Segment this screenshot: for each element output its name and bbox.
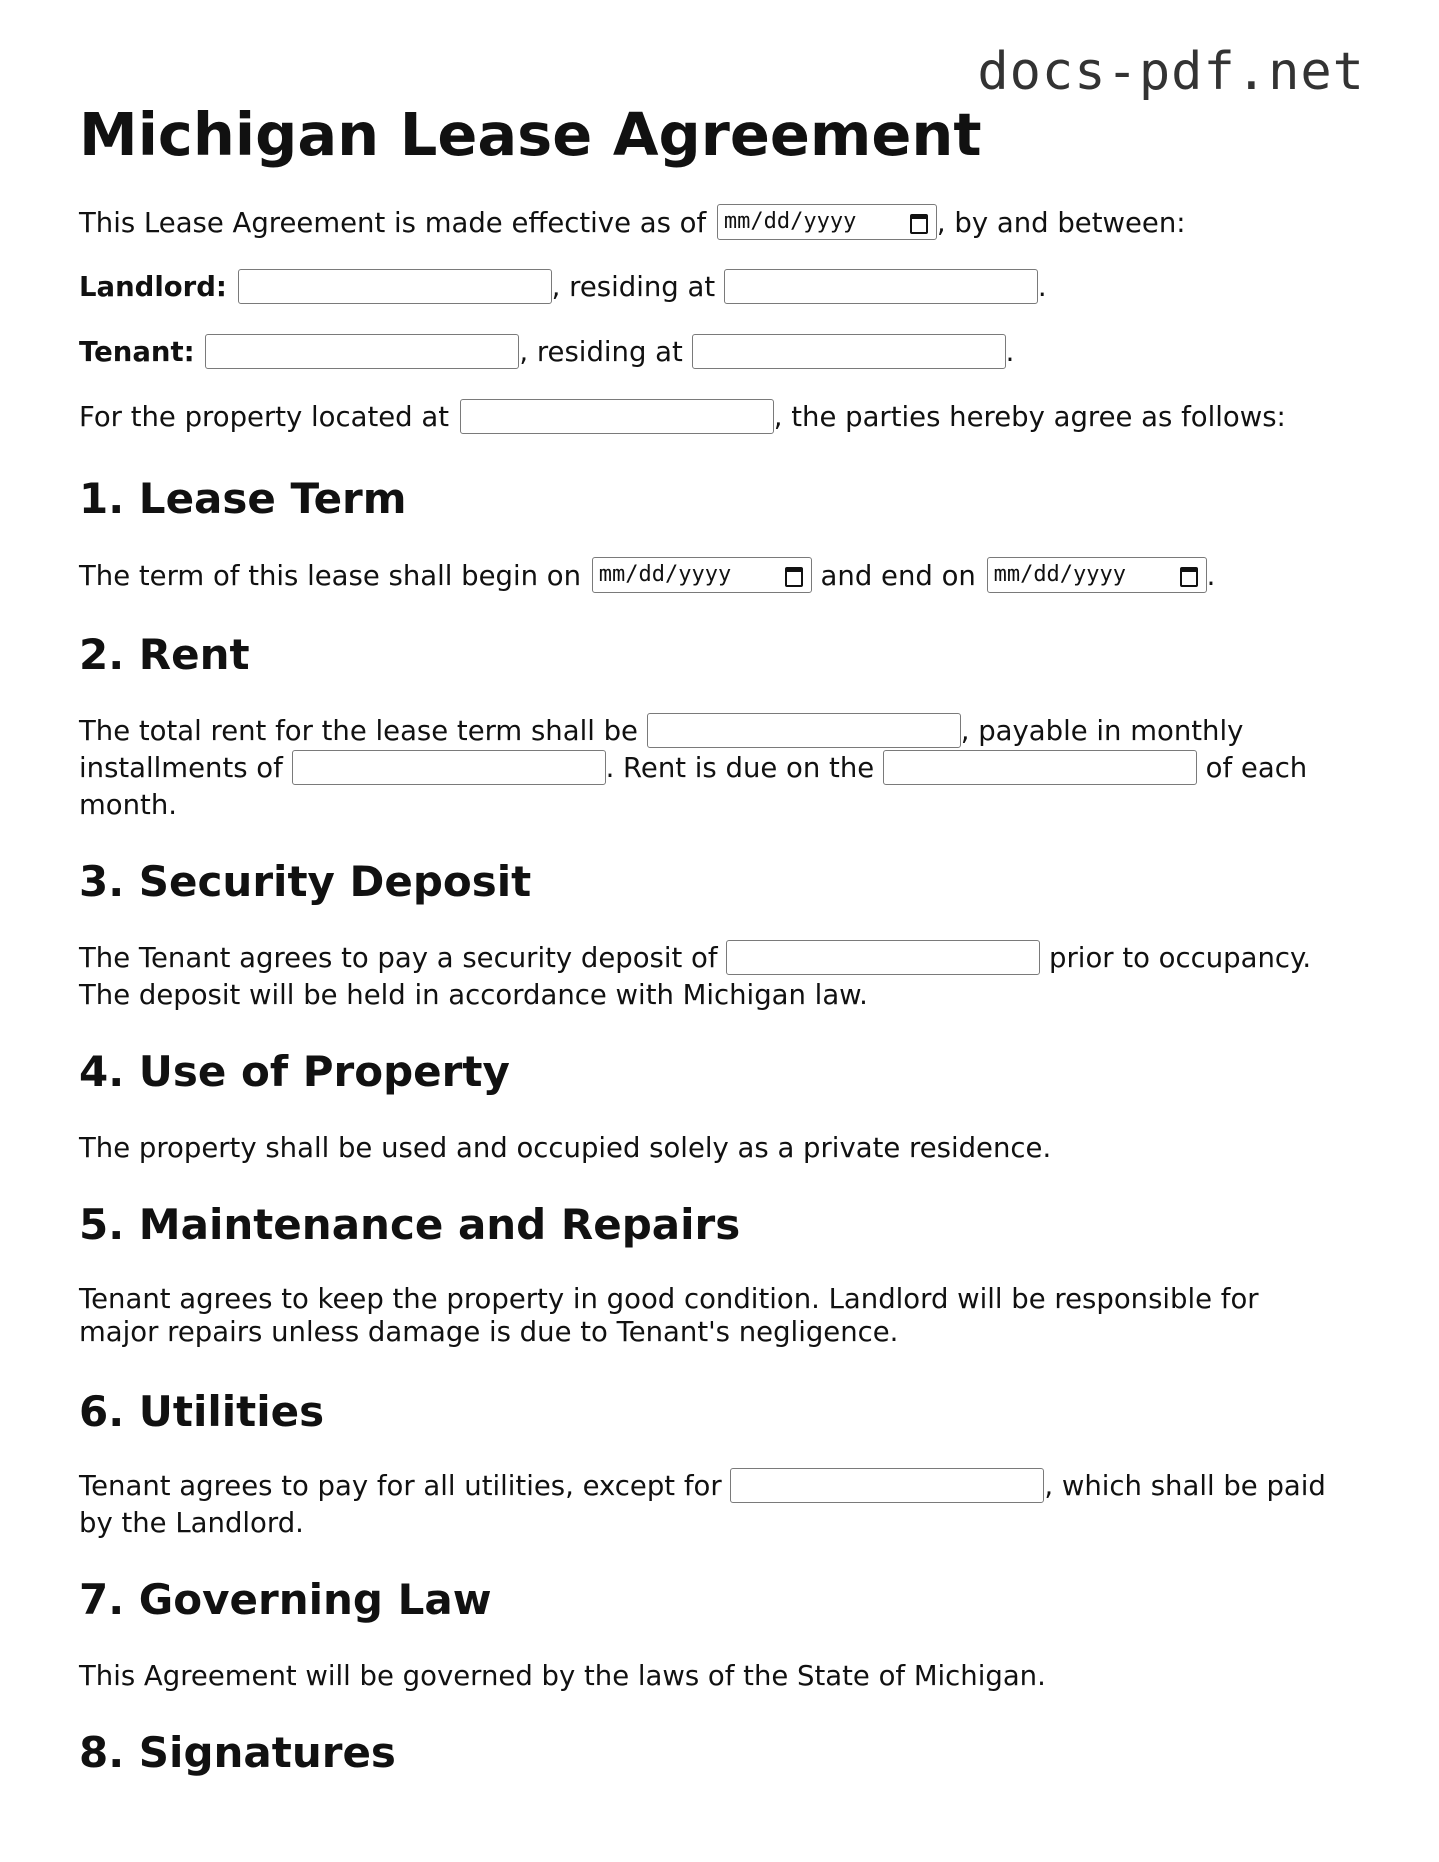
effective-date-input[interactable] <box>717 204 937 240</box>
security-deposit-input[interactable] <box>726 940 1040 975</box>
section-heading-utilities: 6. Utilities <box>79 1387 325 1436</box>
section-heading-use-of-property: 4. Use of Property <box>79 1047 510 1096</box>
lease-start-date-input[interactable] <box>592 557 812 593</box>
section-heading-lease-term: 1. Lease Term <box>79 474 407 523</box>
landlord-address-input[interactable] <box>724 269 1038 304</box>
lease-term-line <box>79 557 1215 595</box>
property-suffix: , the parties hereby agree as follows: <box>773 401 1286 433</box>
watermark-text: docs-pdf.net <box>977 42 1365 102</box>
tenant-label: Tenant: <box>79 336 195 368</box>
date-placeholder: mm/dd/yyyy <box>723 209 857 234</box>
property-address-input[interactable] <box>460 399 774 434</box>
landlord-name-input[interactable] <box>238 269 552 304</box>
tenant-residing-label: , residing at <box>519 336 683 368</box>
section-heading-maintenance: 5. Maintenance and Repairs <box>79 1200 741 1249</box>
date-placeholder: mm/dd/yyyy <box>993 562 1127 587</box>
total-rent-input[interactable] <box>647 713 961 748</box>
landlord-period: . <box>1037 271 1047 303</box>
deposit-text-2: prior to occupancy. The deposit will be held in accordance with Michigan law. <box>79 942 1312 1011</box>
section-heading-signatures: 8. Signatures <box>79 1728 396 1777</box>
section-heading-rent: 2. Rent <box>79 630 250 679</box>
date-placeholder: mm/dd/yyyy <box>598 562 732 587</box>
effective-suffix: , by and between: <box>936 207 1186 239</box>
lease-end-text: and end on <box>820 560 976 592</box>
utilities-text-2: , which shall be paid by the Landlord. <box>79 1470 1326 1539</box>
effective-date-line <box>79 204 1186 242</box>
tenant-line <box>79 334 1014 371</box>
utilities-exception-input[interactable] <box>730 1468 1044 1503</box>
lease-end-date-input[interactable] <box>987 557 1207 593</box>
security-deposit-paragraph <box>79 940 1334 1014</box>
section-heading-security-deposit: 3. Security Deposit <box>79 857 532 906</box>
rent-text-3: . Rent is due on the <box>605 752 875 784</box>
calendar-icon[interactable] <box>1180 567 1198 587</box>
tenant-address-input[interactable] <box>692 334 1006 369</box>
rent-text-4: of each month. <box>79 752 1308 821</box>
utilities-text-1: Tenant agrees to pay for all utilities, except for <box>79 1470 722 1502</box>
landlord-label: Landlord: <box>79 271 227 303</box>
section-heading-governing-law: 7. Governing Law <box>79 1575 492 1624</box>
calendar-icon[interactable] <box>910 214 928 234</box>
governing-law-paragraph: This Agreement will be governed by the laws of the State of Michigan. <box>79 1660 1046 1692</box>
rent-text-2: , payable in monthly installments of <box>79 715 1244 784</box>
tenant-period: . <box>1005 336 1015 368</box>
property-prefix: For the property located at <box>79 401 450 433</box>
maintenance-paragraph: Tenant agrees to keep the property in good condition. Landlord will be responsible for major repairs unless damage is due to Tenant's negligence. <box>79 1283 1259 1348</box>
lease-begin-text: The term of this lease shall begin on <box>79 560 582 592</box>
calendar-icon[interactable] <box>785 567 803 587</box>
landlord-line <box>79 269 1047 306</box>
utilities-paragraph <box>79 1468 1334 1542</box>
lease-term-period: . <box>1206 560 1216 592</box>
landlord-residing-label: , residing at <box>551 271 716 303</box>
deposit-text-1: The Tenant agrees to pay a security deposit of <box>79 942 718 974</box>
property-line <box>79 399 1286 436</box>
page-title: Michigan Lease Agreement <box>79 100 982 169</box>
tenant-name-input[interactable] <box>205 334 519 369</box>
rent-paragraph <box>79 713 1334 824</box>
monthly-installment-input[interactable] <box>292 750 606 785</box>
effective-prefix: This Lease Agreement is made effective as of <box>79 207 707 239</box>
use-of-property-paragraph: The property shall be used and occupied solely as a private residence. <box>79 1132 1052 1164</box>
rent-text-1: The total rent for the lease term shall be <box>79 715 638 747</box>
rent-due-day-input[interactable] <box>883 750 1197 785</box>
